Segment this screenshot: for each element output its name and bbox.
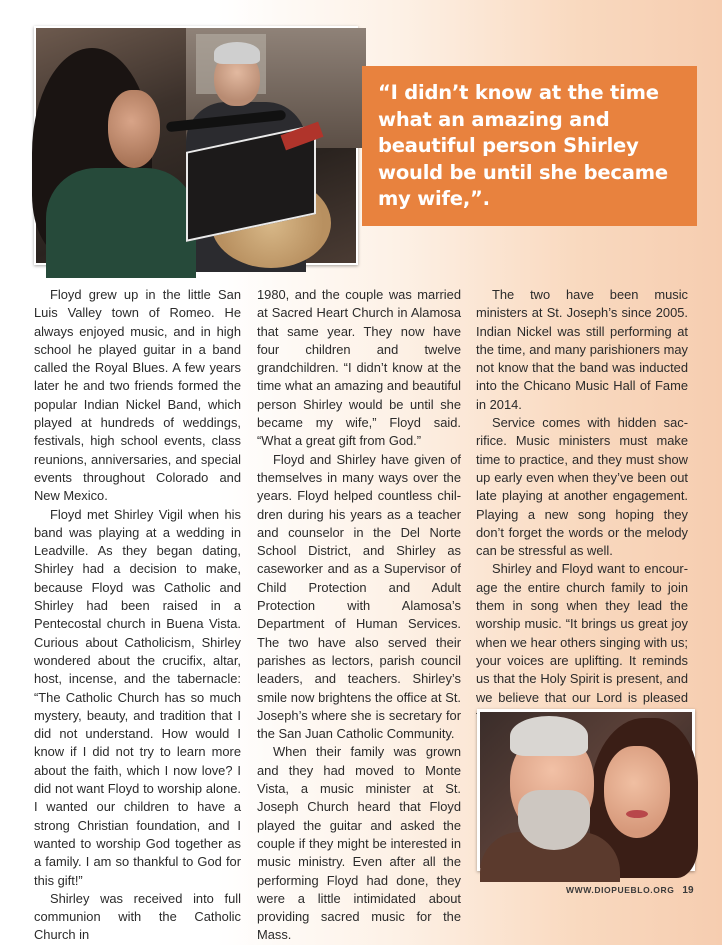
pull-quote: “I didn’t know at the time what an amazing and beautiful person Shirley would be until she became my wife,”. <box>378 81 668 210</box>
paragraph: 1980, and the couple was married at Sacred Heart Church in Alamosa that same year. They now have four children and twelve grandchildren. “I didn’t know at the time what an amazing and beautiful person Shirley would be until she became my wife,” Floyd said. “What a great gift from God.” <box>257 287 461 449</box>
page-number: 19 <box>682 885 694 896</box>
paragraph: Shirley was received into full communion with the Catholic Church in <box>34 890 241 943</box>
paragraph: Floyd and Shirley have given of themselves in many ways over the years. Floyd helped countless children during his years as a teacher and counselor in the Del Norte School District, and Shirley as caseworker and as a Supervisor of Child Protection and Adult Protection with Alamosa’s Department of Human Services. The two have also served their parishes as lectors, parish council leaders, and teachers. Shirley’s smile now brightens the office at St. Joseph’s where she is secretary for the San Juan Catholic Community. <box>257 451 461 742</box>
article-column-2 <box>257 286 461 945</box>
paragraph: When their family was grown and they had moved to Monte Vista, a music minister at St. Joseph Church heard that Floyd played the guitar and asked the couple if they might be interested in music ministry. Even after all the performing Floyd had done, they were a little intimidated about providing sacred music for the Mass. <box>257 744 461 943</box>
paragraph <box>476 560 688 726</box>
paragraph: Floyd met Shirley Vigil when his band was playing at a wedding in Leadville. As they began dating, Shirley had a decision to make, because Floyd was Catholic and Shirley had been raised in a Pentecostal church in Buena Vista. Curious about Catholicism, Shirley wondered about the crucifix, altar, host, incense, and the tabernacle: “The Catholic Church has so much mystery, beauty, and tradition that I did not understand. How would I know if I did not try to learn more about the faith, which I now love? I did not want Floyd to worship alone. I wanted our children to have a strong Christian foundation, and I wanted to worship God together as a family. I am so thankful to God for this gift!” <box>34 506 241 888</box>
paragraph: The two have been music ministers at St. Joseph’s since 2005. Indian Nickel was still performing at the time, and many parishioners may not know that the band was inducted into the Chicano Music Hall of Fame in 2014. <box>476 287 688 412</box>
paragraph: Service comes with hidden sacrifice. Music ministers must make time to practice, and they must show up early even when they’ve been out late playing at another engagement. Playing a new song hoping they don’t forget the words or the melody can be stressful as well. <box>476 415 688 559</box>
paragraph: Floyd grew up in the little San Luis Valley town of Romeo. He always enjoyed music, and in high school he played guitar in a band called the Royal Blues. A few years later he and two friends formed the popular Indian Nickel Band, which played at hundreds of weddings, festivals, high school events, class reunions, anniversaries, and special events throughout Colorado and New Mexico. <box>34 287 241 504</box>
article-column-3 <box>476 286 688 726</box>
pull-quote-box <box>362 66 697 226</box>
paragraph-text: Shirley and Floyd want to encourage the entire church family to join them in song when they lead the worship music. “It brings us great joy when we hear others singing with us; your voices are uplifting. It reminds us that the Holy Spirit is present, and we believe that our Lord is pleased <box>476 561 688 705</box>
website-link[interactable]: WWW.DIOPUEBLO.ORG <box>566 885 675 895</box>
photo-music-ministers <box>34 26 358 265</box>
page-footer <box>566 885 694 901</box>
photo-couple <box>477 709 695 871</box>
article-column-1 <box>34 286 241 945</box>
